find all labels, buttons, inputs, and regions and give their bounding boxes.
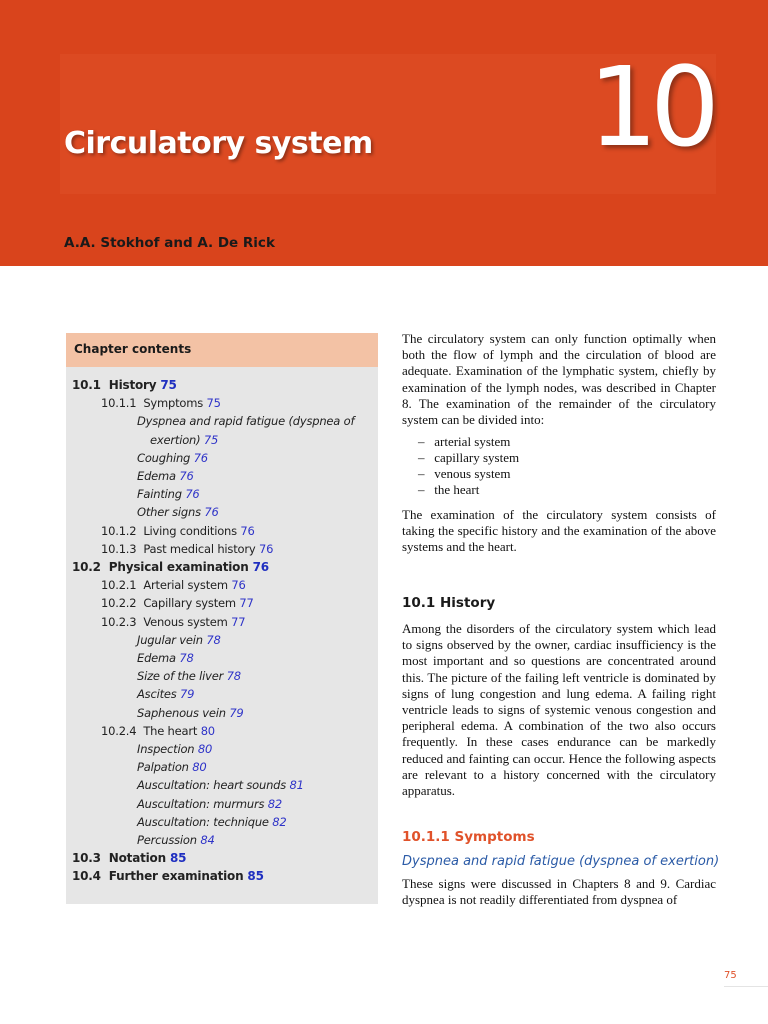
intro-paragraph: The circulatory system can only function optimally when both the flow of lymph and the circulation of blood are adequate. Examination of the lymphatic system, chiefly by examination of the lymph nodes, was described in Chapter 8. The examination of the remainder of the circulatory system can be divided into: — [402, 331, 716, 428]
toc-entry-number: 10.4 — [72, 869, 101, 884]
chapter-number: 10 — [588, 43, 712, 171]
toc-entry-number: 10.2.1 — [101, 578, 137, 593]
toc-entry-title: Jugular vein — [137, 632, 203, 647]
toc-entry-title: Living conditions — [143, 523, 237, 538]
toc-entry-title: Auscultation: murmurs — [137, 796, 265, 811]
toc-entry-page[interactable]: 76 — [193, 450, 208, 465]
toc-entry-title: The heart — [143, 723, 198, 738]
toc-entry — [137, 633, 221, 647]
toc-entry — [137, 414, 354, 428]
toc-entry — [137, 469, 194, 483]
list-item-text: the heart — [434, 482, 480, 497]
chapter-authors: A.A. Stokhof and A. De Rick — [64, 235, 275, 251]
toc-entry — [101, 724, 215, 738]
toc-entry-page[interactable]: 76 — [258, 541, 274, 556]
toc-entry-number: 10.1.2 — [101, 523, 137, 538]
toc-entry — [101, 542, 273, 556]
toc-entry-title: Saphenous vein — [137, 705, 226, 720]
list-item — [418, 450, 519, 466]
toc-entry — [72, 851, 186, 865]
chapter-title: Circulatory system — [64, 126, 373, 161]
toc-entry — [137, 815, 287, 829]
toc-entry-page[interactable]: 84 — [200, 833, 215, 847]
toc-entry-title: Auscultation: technique — [137, 814, 269, 829]
toc-entry — [72, 869, 264, 883]
toc-entry-page[interactable]: 85 — [247, 869, 264, 884]
toc-entry-title: Palpation — [137, 760, 189, 775]
toc-entry-title: Dyspnea and rapid fatigue (dyspnea of — [137, 414, 355, 429]
toc-entry-title: Ascites — [137, 687, 177, 702]
toc-entry-title: Venous system — [143, 614, 228, 629]
toc-entry-title: Inspection — [137, 742, 195, 756]
toc-entry-title: Capillary system — [143, 596, 236, 611]
toc-entry-number: 10.1.3 — [101, 541, 137, 556]
toc-entry-page[interactable]: 78 — [206, 632, 221, 647]
toc-entry — [101, 396, 221, 410]
list-marker: – — [418, 482, 425, 497]
toc-entry — [137, 505, 219, 519]
toc-entry-title: Edema — [137, 651, 176, 665]
toc-entry-title: Fainting — [137, 487, 182, 502]
toc-entry-page[interactable]: 76 — [240, 523, 255, 538]
toc-entry — [137, 451, 208, 465]
list-item — [418, 434, 510, 450]
toc-entry-page[interactable]: 79 — [229, 705, 244, 720]
toc-entry — [137, 706, 244, 720]
toc-entry-title: Size of the liver — [137, 669, 224, 684]
intro-paragraph-2: The examination of the circulatory system consists of taking the specific history and the examination of the above systems and the heart. — [402, 507, 716, 555]
toc-entry-page[interactable]: 75 — [203, 432, 219, 447]
toc-entry-page[interactable]: 82 — [267, 796, 283, 811]
list-marker: – — [418, 434, 425, 449]
chapter-contents-heading: Chapter contents — [74, 342, 192, 356]
toc-entry-page[interactable]: 77 — [239, 596, 254, 611]
toc-entry-page[interactable]: 81 — [289, 778, 304, 793]
toc-entry-page[interactable]: 76 — [179, 469, 194, 483]
toc-entry — [150, 433, 218, 447]
toc-entry-title: Past medical history — [143, 541, 256, 556]
chapter-banner — [0, 0, 768, 266]
list-item-text: arterial system — [434, 434, 511, 449]
list-item-text: capillary system — [434, 450, 520, 465]
toc-entry-number: 10.2.2 — [101, 596, 137, 611]
toc-entry-title: Coughing — [137, 450, 191, 465]
toc-entry — [101, 615, 245, 629]
toc-entry-page[interactable]: 75 — [160, 378, 177, 392]
toc-entry-page[interactable]: 79 — [180, 687, 195, 702]
toc-entry-page[interactable]: 85 — [169, 851, 187, 866]
toc-entry — [101, 578, 246, 592]
subsection-heading-symptoms: 10.1.1 Symptoms — [402, 829, 535, 845]
toc-entry-title: Edema — [137, 469, 176, 483]
toc-entry-page[interactable]: 76 — [185, 487, 200, 502]
chapter-contents-header — [66, 333, 378, 367]
toc-entry-title: History — [108, 378, 157, 392]
dyspnea-paragraph: These signs were discussed in Chapters 8 and 9. Cardiac dyspnea is not readily differentiated from dyspnea of — [402, 876, 716, 908]
toc-entry-page[interactable]: 82 — [272, 814, 287, 829]
toc-entry-page[interactable]: 80 — [192, 760, 207, 775]
toc-entry — [137, 669, 241, 683]
toc-entry-page[interactable]: 76 — [231, 578, 246, 593]
list-item-text: venous system — [434, 466, 511, 481]
toc-entry-page[interactable]: 80 — [200, 723, 215, 738]
toc-entry-title: Notation — [108, 851, 166, 866]
toc-entry — [137, 833, 215, 847]
toc-entry-number: 10.1.1 — [101, 396, 137, 411]
toc-entry-title: Further examination — [108, 869, 244, 884]
toc-entry-number: 10.2.3 — [101, 614, 137, 629]
toc-entry — [137, 651, 194, 665]
toc-entry-title: Physical examination — [108, 560, 249, 574]
page-number-rule — [724, 986, 768, 987]
subsection-heading-dyspnea: Dyspnea and rapid fatigue (dyspnea of exertion) — [402, 854, 720, 869]
toc-entry-page[interactable]: 76 — [252, 560, 269, 574]
list-marker: – — [418, 466, 425, 481]
toc-entry — [137, 742, 212, 756]
toc-entry — [101, 524, 255, 538]
toc-entry-title: Auscultation: heart sounds — [137, 778, 287, 793]
toc-entry-page[interactable]: 80 — [197, 742, 213, 756]
toc-entry-page[interactable]: 78 — [179, 651, 194, 665]
history-paragraph: Among the disorders of the circulatory system which lead to signs observed by the owner, cardiac insufficiency is the most important and so questions are concentrated around this. The picture of the failing left ventricle is dominated by signs of lung congestion and lung edema. A failing right ventricle leads to signs of systemic venous congestion and peripheral edema. A combination of the two also occurs frequently. In these cases endurance can be markedly reduced and fainting can occur. Hence the following aspects are relevant to a history concerned with the circulatory apparatus. — [402, 621, 716, 799]
toc-entry — [72, 560, 269, 574]
list-item — [418, 482, 479, 498]
section-heading-history: 10.1 History — [402, 595, 496, 611]
toc-entry — [137, 687, 194, 701]
toc-entry-page[interactable]: 76 — [204, 505, 219, 520]
list-item — [418, 466, 510, 482]
toc-entry — [137, 760, 206, 774]
toc-entry — [101, 596, 254, 610]
toc-entry-title: Other signs — [137, 505, 201, 520]
toc-entry-title: Percussion — [137, 833, 197, 847]
toc-entry — [137, 778, 304, 792]
toc-entry-title: Symptoms — [143, 396, 204, 411]
toc-entry-number: 10.2.4 — [101, 723, 137, 738]
toc-entry-title: exertion) — [150, 432, 201, 447]
toc-entry-number: 10.2 — [72, 560, 101, 574]
toc-entry — [72, 378, 177, 392]
toc-entry-page[interactable]: 77 — [231, 614, 246, 629]
list-marker: – — [418, 450, 425, 465]
toc-entry — [137, 487, 200, 501]
toc-entry-number: 10.1 — [72, 378, 101, 392]
toc-entry-number: 10.3 — [72, 851, 101, 866]
toc-entry-title: Arterial system — [143, 578, 228, 593]
toc-entry-page[interactable]: 75 — [206, 396, 221, 411]
chapter-contents-box — [66, 333, 378, 904]
toc-entry-page[interactable]: 78 — [226, 669, 241, 684]
toc-entry — [137, 797, 282, 811]
page-number: 75 — [724, 970, 737, 981]
